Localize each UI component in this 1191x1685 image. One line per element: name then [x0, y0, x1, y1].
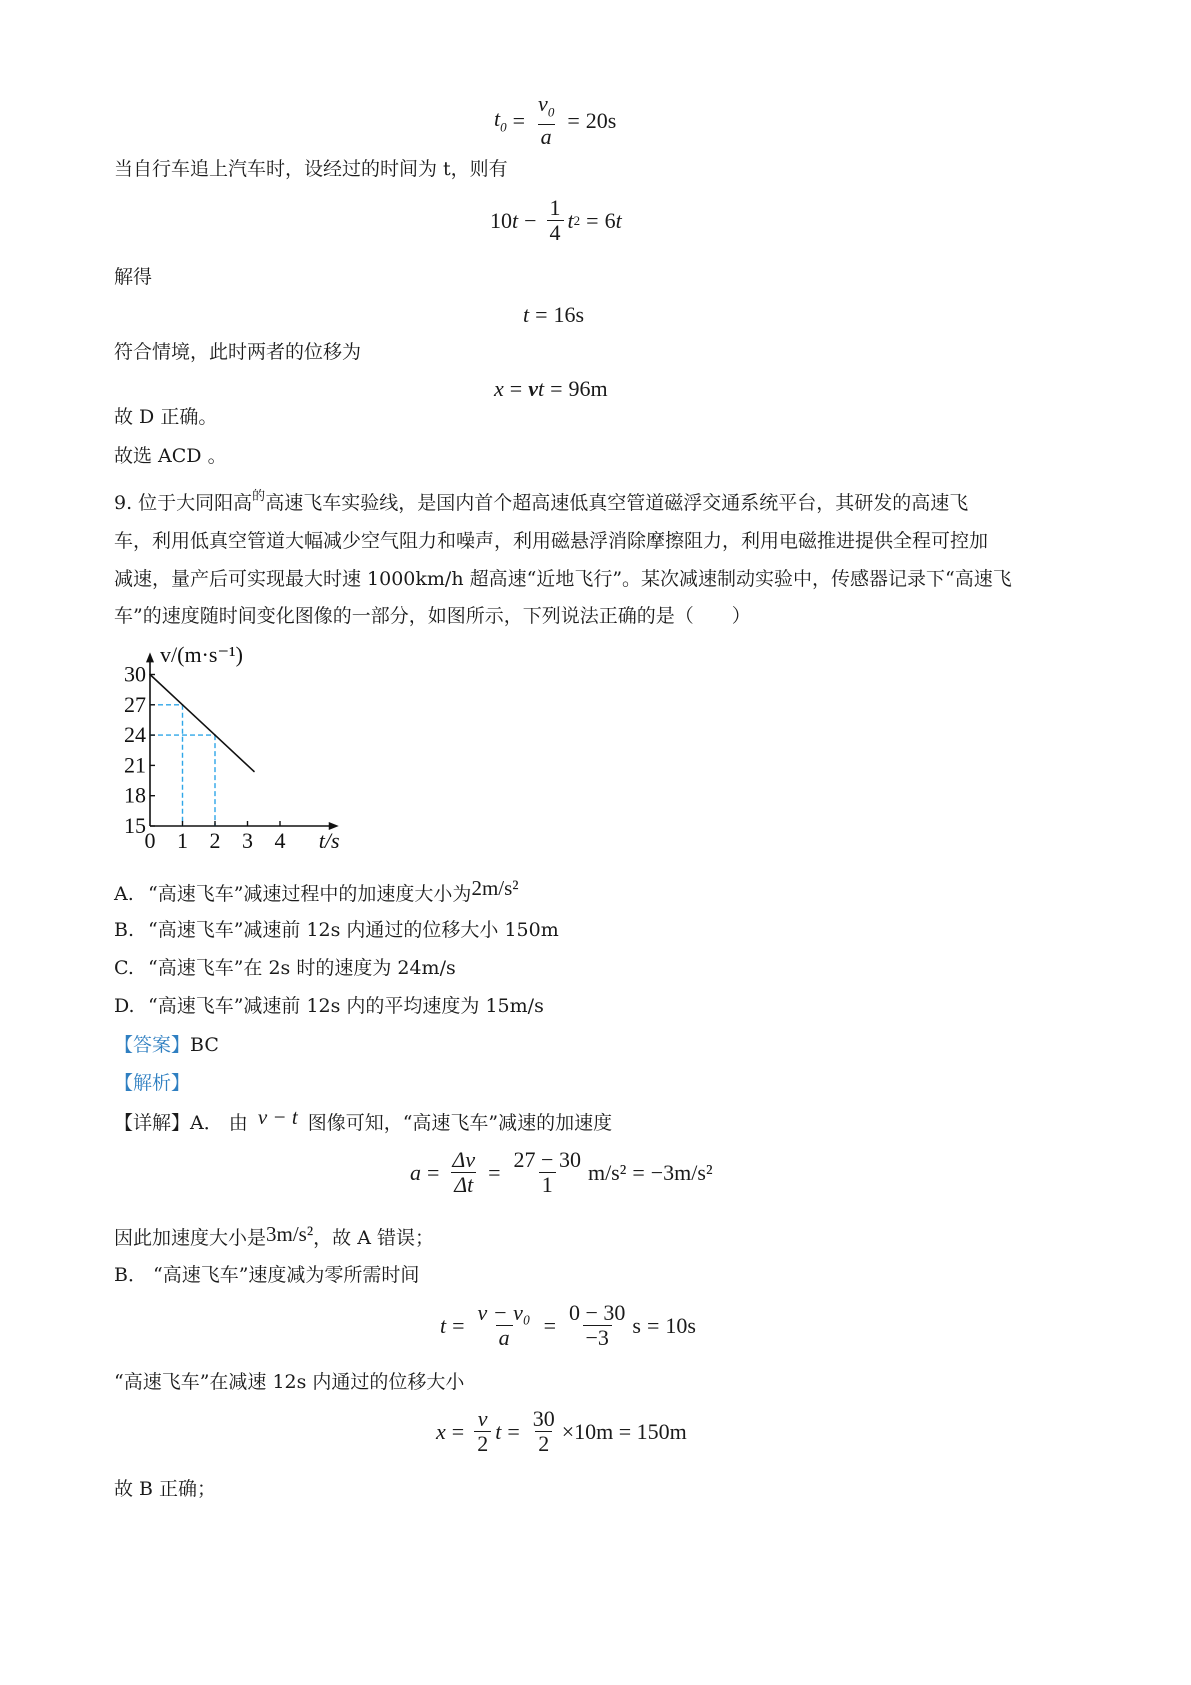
y-axis-arrow	[146, 652, 154, 662]
equation-t0: $t_0$ = $\frac{v_0}{a}$ = 20s	[494, 91, 617, 150]
paragraph-2: 解得	[114, 266, 153, 288]
paragraph-1: 当自行车追上汽车时，设经过的时间为 t，则有	[114, 158, 508, 180]
series-point-1	[182, 704, 184, 706]
question-9-line-1: 9. 位于大同阳高$^的$高速飞车实验线，是国内首个超高速低真空管道磁浮交通系统平台，其研发的高速飞	[114, 489, 969, 514]
equation-acceleration: a = $\frac{\Delta v}{\Delta t}$ = $\frac{27 - 30}{1}$ m/s² = −3m/s²	[410, 1147, 713, 1197]
option-b: B. “高速飞车”减速前 12s 内通过的位移大小 150m	[114, 919, 559, 941]
series-point-3	[253, 771, 255, 773]
y-tick-label-30: 30	[124, 661, 146, 687]
x-tick-label-2: 2	[209, 828, 221, 853]
answer-value: BC	[190, 1034, 219, 1056]
option-c: C. “高速飞车”在 2s 时的速度为 24m/s	[114, 957, 456, 979]
equation-x-96: x = v t = 96m	[494, 376, 608, 401]
x-axis-label: t/s	[318, 828, 340, 853]
equation-stop-time: t = $\frac{\text{v − v₀}}{a}$ = $\frac{0 - 30}{-3}$ s = 10s	[440, 1300, 696, 1350]
series-line	[150, 675, 254, 772]
analysis-tag: 【解析】	[114, 1072, 191, 1094]
equation-t-16: t = 16s	[523, 302, 585, 327]
paragraph-6: 因此加速度大小是3m/s²，故 A 错误；	[114, 1222, 434, 1249]
equation-catch-up: 10 t − $\frac{1}{4}$ t 2 = 6 t	[490, 195, 622, 245]
detail-line: 【详解】A． 由 v − t 图像可知，“高速飞车”减速的加速度	[114, 1105, 613, 1134]
y-tick-label-18: 18	[124, 782, 146, 808]
eq1-fraction: $\frac{v_0}{a}$	[538, 91, 555, 150]
question-9-line-4: 车”的速度随时间变化图像的一部分，如图所示，下列说法正确的是（ ）	[114, 605, 751, 627]
paragraph-7: B． “高速飞车”速度减为零所需时间	[114, 1264, 420, 1286]
paragraph-8: “高速飞车”在减速 12s 内通过的位移大小	[114, 1371, 465, 1393]
question-9-line-3: 减速，量产后可实现最大时速 1000km/h 超高速“近地飞行”。某次减速制动实验中，传感器记录下“高速飞	[114, 568, 1012, 590]
paragraph-9: 故 B 正确；	[114, 1478, 217, 1500]
option-d: D. “高速飞车”减速前 12s 内的平均速度为 15m/s	[114, 995, 544, 1017]
eq1-lhs: $t_0$	[494, 106, 507, 135]
answer-tag: 【答案】	[114, 1034, 191, 1056]
y-tick-label-21: 21	[124, 752, 146, 778]
x-tick-label-0: 0	[144, 828, 156, 853]
x-tick-label-3: 3	[242, 828, 253, 853]
option-a: A. “高速飞车”减速过程中的加速度大小为2m/s²	[114, 876, 519, 905]
x-tick-label-4: 4	[274, 828, 286, 853]
answer-line	[114, 1033, 219, 1057]
y-tick-label-27: 27	[124, 691, 146, 717]
y-tick-label-15: 15	[124, 813, 146, 838]
equation-displacement: x = $\frac{v}{2}$ t = $\frac{30}{2}$ ×10m = 150m	[436, 1406, 687, 1456]
paragraph-5: 故选 ACD 。	[114, 445, 227, 467]
series-point-2	[214, 734, 216, 736]
y-axis-label: v/(m·s⁻¹)	[160, 642, 243, 667]
velocity-time-chart	[108, 638, 368, 860]
question-9-line-2: 车，利用低真空管道大幅减少空气阻力和噪声，利用磁悬浮消除摩擦阻力，利用电磁推进提供全程可控加	[114, 530, 989, 552]
analysis-line	[114, 1071, 190, 1095]
paragraph-3: 符合情境，此时两者的位移为	[114, 341, 362, 363]
y-tick-label-24: 24	[124, 722, 146, 748]
eq1-rhs: 20s	[585, 107, 617, 133]
paragraph-4: 故 D 正确。	[114, 406, 218, 428]
x-tick-label-1: 1	[177, 828, 188, 853]
